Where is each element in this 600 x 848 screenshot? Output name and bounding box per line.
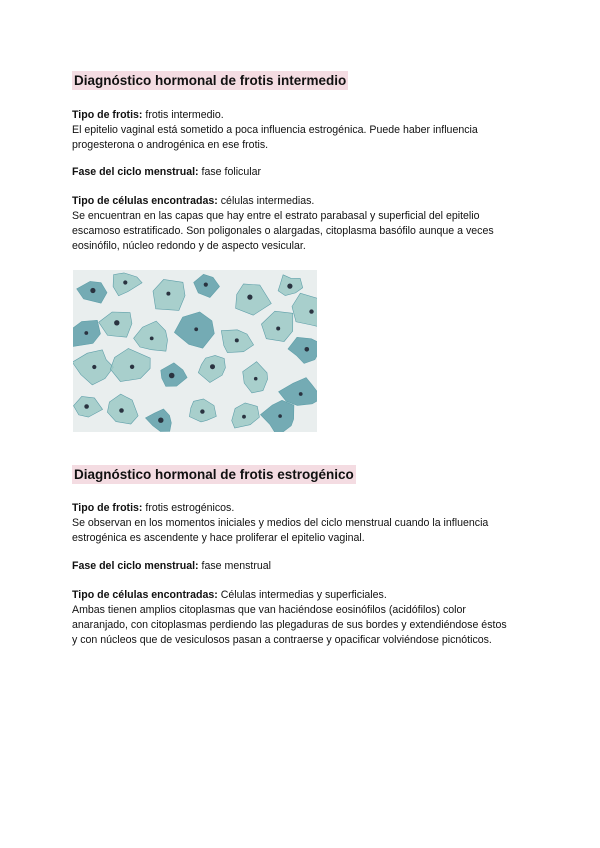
- cell-nucleus: [204, 283, 208, 287]
- tipo-celulas-estrogenico: [72, 588, 532, 648]
- tipo-celulas-desc-line: eosinófilo, núcleo redondo y de aspecto vesicular.: [72, 240, 306, 252]
- cell-nucleus: [305, 347, 310, 352]
- cell-nucleus: [235, 338, 239, 342]
- tipo-celulas-intermedio: [72, 194, 532, 254]
- fase-ciclo-value: fase folicular: [198, 166, 262, 178]
- micrograph-frotis-intermedio: [73, 270, 317, 432]
- cell-nucleus: [247, 295, 252, 300]
- tipo-frotis-desc-line: El epitelio vaginal está sometido a poca influencia estrogénica. Puede haber influencia: [72, 124, 478, 136]
- cell-nucleus: [84, 331, 88, 335]
- fase-ciclo-estrogenico: [72, 559, 532, 574]
- tipo-celulas-desc-line: escamoso estratificado. Son poligonales o alargadas, citoplasma basófilo aunque a veces: [72, 225, 494, 237]
- cell-nucleus: [299, 392, 303, 396]
- cell-nucleus: [242, 415, 246, 419]
- cell-nucleus: [276, 327, 280, 331]
- tipo-celulas-label: Tipo de células encontradas:: [72, 195, 218, 207]
- cell-nucleus: [84, 404, 89, 409]
- fase-ciclo-label: Fase del ciclo menstrual:: [72, 560, 199, 572]
- tipo-frotis-desc-line: estrogénica es ascendente y hace proliferar el epitelio vaginal.: [72, 532, 365, 544]
- cell-nucleus: [194, 327, 198, 331]
- section-heading-intermedio: Diagnóstico hormonal de frotis intermedio: [74, 73, 347, 88]
- cell-nucleus: [119, 408, 124, 413]
- cell-nucleus: [130, 365, 134, 369]
- tipo-celulas-desc-line: anaranjado, con citoplasmas perdiendo las plegaduras de sus bordes y extendiéndose éstos: [72, 619, 507, 631]
- cell-nucleus: [150, 337, 154, 341]
- micrograph-svg: [73, 270, 317, 432]
- cell-nucleus: [287, 284, 292, 289]
- cell-nucleus: [169, 373, 175, 379]
- tipo-celulas-label: Tipo de células encontradas:: [72, 589, 218, 601]
- cell-nucleus: [278, 414, 282, 418]
- cell-nucleus: [200, 409, 204, 413]
- cell-nucleus: [123, 280, 127, 284]
- cell-nucleus: [158, 418, 163, 423]
- cell-nucleus: [309, 309, 313, 313]
- cell-nucleus: [254, 377, 258, 381]
- cell-nucleus: [114, 320, 119, 325]
- cell-nucleus: [92, 365, 96, 369]
- tipo-celulas-value: células intermedias.: [217, 195, 315, 207]
- fase-ciclo-label: Fase del ciclo menstrual:: [72, 166, 199, 178]
- tipo-frotis-intermedio: [72, 108, 532, 153]
- tipo-celulas-desc-line: Se encuentran en las capas que hay entre el estrato parabasal y superficial del epitelio: [72, 210, 480, 222]
- fase-ciclo-value: fase menstrual: [198, 560, 272, 572]
- tipo-frotis-desc-line: progesterona o androgénica en ese frotis.: [72, 139, 269, 151]
- tipo-frotis-value: frotis intermedio.: [142, 109, 224, 121]
- tipo-frotis-estrogenico: [72, 501, 532, 546]
- tipo-frotis-label: Tipo de frotis:: [72, 109, 143, 121]
- tipo-celulas-value: Células intermedias y superficiales.: [217, 589, 387, 601]
- tipo-frotis-value: frotis estrogénicos.: [142, 502, 235, 514]
- tipo-celulas-desc-line: Ambas tienen amplios citoplasmas que van haciéndose eosinófilos (acidófilos) color: [72, 604, 466, 616]
- tipo-celulas-desc-line: y con núcleos que de vesiculosos pasan a contraerse y opacificar volviéndose picnóticos.: [72, 634, 492, 646]
- tipo-frotis-label: Tipo de frotis:: [72, 502, 143, 514]
- section-heading-estrogenico: Diagnóstico hormonal de frotis estrogénico: [74, 467, 354, 482]
- cell-nucleus: [210, 364, 215, 369]
- tipo-frotis-desc-line: Se observan en los momentos iniciales y medios del ciclo menstrual cuando la influencia: [72, 517, 489, 529]
- cell-nucleus: [166, 292, 170, 296]
- fase-ciclo-intermedio: [72, 165, 532, 180]
- cell-nucleus: [90, 288, 95, 293]
